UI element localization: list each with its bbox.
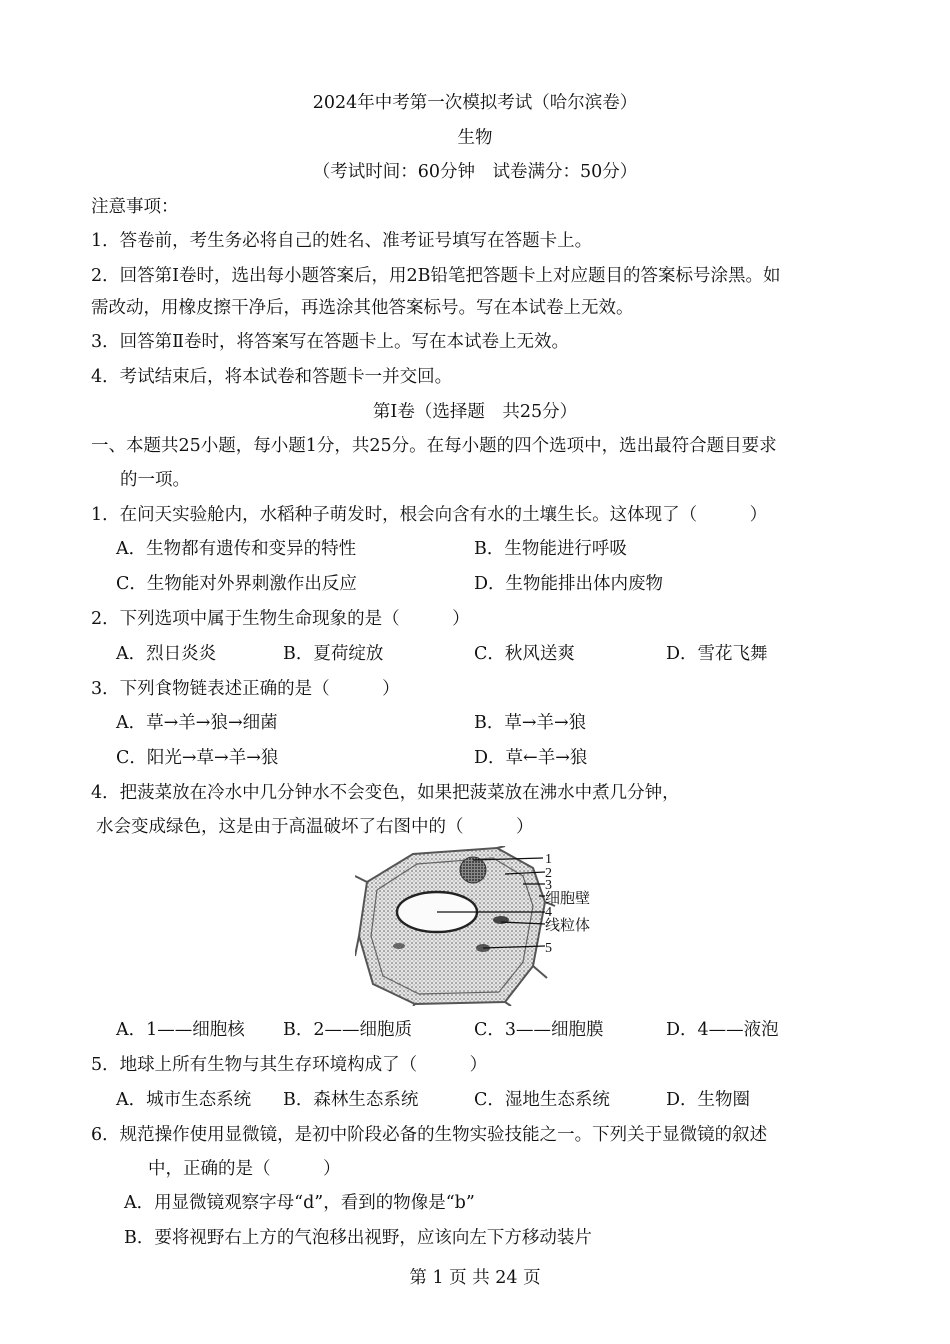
q3-stem: 3．下列食物链表述正确的是（ ） [91, 679, 400, 699]
q1-option-d: D．生物能排出体内废物 [474, 574, 664, 594]
section-title: 第Ⅰ卷（选择题 共25分） [372, 402, 578, 422]
figure-label-cell-wall: 细胞壁 [545, 889, 591, 907]
q4-option-d: D．4——液泡 [666, 1020, 779, 1040]
note-3: 3．回答第Ⅱ卷时，将答案写在答题卡上。写在本试卷上无效。 [91, 332, 570, 352]
q2-stem: 2．下列选项中属于生物生命现象的是（ ） [91, 609, 470, 629]
q4-stem-line-1: 4．把菠菜放在冷水中几分钟水不会变色，如果把菠菜放在沸水中煮几分钟， [91, 783, 680, 803]
q1-option-b: B．生物能进行呼吸 [474, 539, 627, 559]
figure-label-3: 3 [545, 878, 552, 893]
q6-option-a: A．用显微镜观察字母“d”，看到的物像是“b” [124, 1193, 475, 1213]
q6-option-b: B．要将视野右上方的气泡移出视野，应该向左下方移动装片 [124, 1228, 592, 1248]
figure-label-mitochondria: 线粒体 [545, 916, 591, 934]
q2-option-b: B．夏荷绽放 [283, 644, 384, 664]
q5-option-d: D．生物圈 [666, 1090, 751, 1110]
q4-option-b: B．2——细胞质 [283, 1020, 412, 1040]
q5-stem: 5．地球上所有生物与其生存环境构成了（ ） [91, 1055, 488, 1075]
q6-stem-line-2: 中，正确的是（ ） [148, 1159, 341, 1179]
section-intro-line-2: 的一项。 [120, 470, 190, 490]
q5-option-c: C．湿地生态系统 [474, 1090, 610, 1110]
plant-cell-diagram [355, 846, 605, 1006]
q5-option-a: A．城市生态系统 [116, 1090, 252, 1110]
exam-title: 2024年中考第一次模拟考试（哈尔滨卷） [312, 93, 638, 113]
q3-option-a: A．草→羊→狼→细菌 [116, 713, 278, 733]
q2-option-a: A．烈日炎炎 [116, 644, 217, 664]
figure-label-1: 1 [545, 852, 552, 867]
q2-option-d: D．雪花飞舞 [666, 644, 768, 664]
q4-option-a: A．1——细胞核 [116, 1020, 245, 1040]
figure-label-4: 4 [545, 905, 552, 920]
note-2-line-1: 2．回答第Ⅰ卷时，选出每小题答案后，用2B铅笔把答题卡上对应题目的答案标号涂黑。如 [91, 266, 781, 286]
figure-label-5: 5 [545, 941, 552, 956]
q5-option-b: B．森林生态系统 [283, 1090, 419, 1110]
q4-stem-line-2: 水会变成绿色，这是由于高温破坏了右图中的（ ） [96, 817, 534, 837]
q6-stem-line-1: 6．规范操作使用显微镜，是初中阶段必备的生物实验技能之一。下列关于显微镜的叙述 [91, 1125, 768, 1145]
q2-option-c: C．秋风送爽 [474, 644, 575, 664]
note-1: 1．答卷前，考生务必将自己的姓名、准考证号填写在答题卡上。 [91, 231, 593, 251]
q1-option-c: C．生物能对外界刺激作出反应 [116, 574, 357, 594]
q3-option-d: D．草←羊→狼 [474, 748, 588, 768]
q3-option-c: C．阳光→草→羊→狼 [116, 748, 279, 768]
note-2-line-2: 需改动，用橡皮擦干净后，再选涂其他答案标号。写在本试卷上无效。 [91, 298, 634, 318]
section-intro-line-1: 一、本题共25小题，每小题1分，共25分。在每小题的四个选项中，选出最符合题目要求 [91, 436, 777, 456]
q1-option-a: A．生物都有遗传和变异的特性 [116, 539, 357, 559]
page-number: 第 1 页 共 24 页 [409, 1268, 541, 1288]
exam-info: （考试时间：60分钟 试卷满分：50分） [312, 162, 638, 182]
q4-option-c: C．3——细胞膜 [474, 1020, 604, 1040]
subject-title: 生物 [457, 128, 493, 148]
nucleus-shape [460, 857, 486, 883]
q3-option-b: B．草→羊→狼 [474, 713, 587, 733]
figure-label-2: 2 [545, 866, 552, 881]
note-4: 4．考试结束后，将本试卷和答题卡一并交回。 [91, 367, 453, 387]
q1-stem: 1．在问天实验舱内，水稻种子萌发时，根会向含有水的土壤生长。这体现了（ ） [91, 505, 768, 525]
notes-heading: 注意事项： [91, 197, 179, 217]
